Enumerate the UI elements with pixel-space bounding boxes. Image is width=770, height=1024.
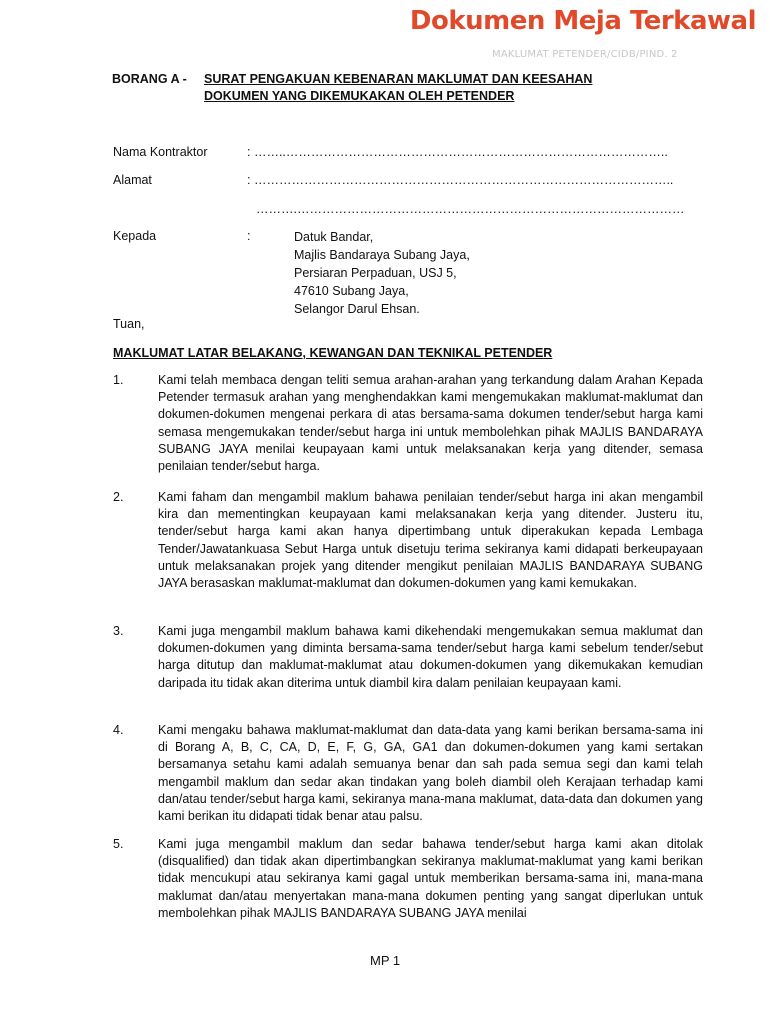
paragraph-number: 3.: [113, 624, 124, 638]
form-heading-prefix: BORANG A -: [112, 72, 187, 86]
paragraph-text: Kami juga mengambil maklum bahawa kami dikehendaki mengemukakan semua maklumat dan dokumen-dokumen yang diminta bersama-sama tender/sebut harga kami sebelum tender/sebut harga ditutup dan maklumat-maklumat atau dokumen-dokumen yang dikemukakan kemudian daripada itu tidak akan diterima untuk diambil kira dalam penilaian keupayaan kami.: [158, 624, 703, 690]
form-heading-line-2: DOKUMEN YANG DIKEMUKAKAN OLEH PETENDER: [204, 89, 515, 103]
recipient-address: [294, 228, 470, 318]
form-heading-line-1: SURAT PENGAKUAN KEBENARAN MAKLUMAT DAN KEESAHAN: [204, 72, 593, 86]
paragraph-number: 2.: [113, 490, 124, 504]
address-field-line-2: ……….…………………………………………………………………………………: [256, 202, 685, 216]
address-field-line-1: : ………………………………………………………………………………………..: [247, 173, 674, 187]
recipient-line: Majlis Bandaraya Subang Jaya,: [294, 248, 470, 262]
page-number: MP 1: [370, 953, 401, 968]
contractor-name-field: : ……..………………………………………………………………………………..: [247, 145, 668, 159]
address-label: Alamat: [113, 173, 152, 187]
section-title: MAKLUMAT LATAR BELAKANG, KEWANGAN DAN TEKNIKAL PETENDER: [113, 346, 553, 360]
document-stamp-title: Dokumen Meja Terkawal: [409, 6, 756, 36]
paragraph-text: Kami mengaku bahawa maklumat-maklumat dan data-data yang kami berikan bersama-sama ini di Borang A, B, C, CA, D, E, F, G, GA, GA1 dan dokumen-dokumen yang kami sertakan bersamanya setahu kami adalah semuanya benar dan sah pada semua segi dan kami telah mengambil maklum dan sedar akan tindakan yang boleh diambil oleh Kerajaan terhadap kami dan/atau tender/sebut harga kami, sekiranya mana-mana maklumat, data-data dan dokumen yang kami berikan itu didapati tidak benar atau palsu.: [158, 723, 703, 824]
paragraph-number: 1.: [113, 373, 124, 387]
document-stamp-subtitle: MAKLUMAT PETENDER/CIDB/PIND. 2: [492, 49, 678, 60]
recipient-line: Persiaran Perpaduan, USJ 5,: [294, 266, 457, 280]
paragraph-text: Kami telah membaca dengan teliti semua arahan-arahan yang terkandung dalam Arahan Kepada Petender termasuk arahan yang menghendakkan kami mengemukakan maklumat-maklumat dan dokumen-dokumen mengenai perkara di atas bersama-sama dokumen tender/sebut harga kami semasa mengemukakan tender/sebut harga ini untuk membolehkan pihak MAJLIS BANDARAYA SUBANG JAYA menilai keupayaan kami untuk melaksanakan kerja yang ditender, semasa penilaian tender/sebut harga.: [158, 373, 703, 474]
recipient-line: Datuk Bandar,: [294, 230, 374, 244]
contractor-name-label: Nama Kontraktor: [113, 145, 208, 159]
paragraph-text: Kami faham dan mengambil maklum bahawa penilaian tender/sebut harga ini akan mengambil kira dan mementingkan keupayaan kami melaksanakan kerja yang ditender. Justeru itu, tender/sebut harga kami akan hanya dipertimbang untuk diperakukan kepada Lembaga Tender/Jawatankuasa Sebut Harga untuk disetuju terima sekiranya kami didapati berkeupayaan untuk melaksanakan projek yang ditender mengikut penilaian MAJLIS BANDARAYA SUBANG JAYA berasaskan maklumat-maklumat dan dokumen-dokumen yang kami kemukakan.: [158, 490, 703, 591]
paragraph-number: 4.: [113, 723, 124, 737]
recipient-label: Kepada: [113, 229, 157, 243]
paragraph-number: 5.: [113, 837, 124, 851]
recipient-line: 47610 Subang Jaya,: [294, 284, 409, 298]
recipient-line: Selangor Darul Ehsan.: [294, 302, 420, 316]
recipient-colon: :: [247, 229, 251, 243]
paragraph-text: Kami juga mengambil maklum dan sedar bahawa tender/sebut harga kami akan ditolak (disqualified) dan tidak akan dipertimbangkan sekiranya maklumat-maklumat yang kami berikan tidak mencukupi atau sekiranya kami gagal untuk memberikan bersama-sama ini, mana-mana maklumat dan/atau menyertakan mana-mana dokumen penting yang sangat diperlukan untuk membolehkan pihak MAJLIS BANDARAYA SUBANG JAYA menilai: [158, 837, 703, 920]
salutation: Tuan,: [113, 317, 145, 331]
